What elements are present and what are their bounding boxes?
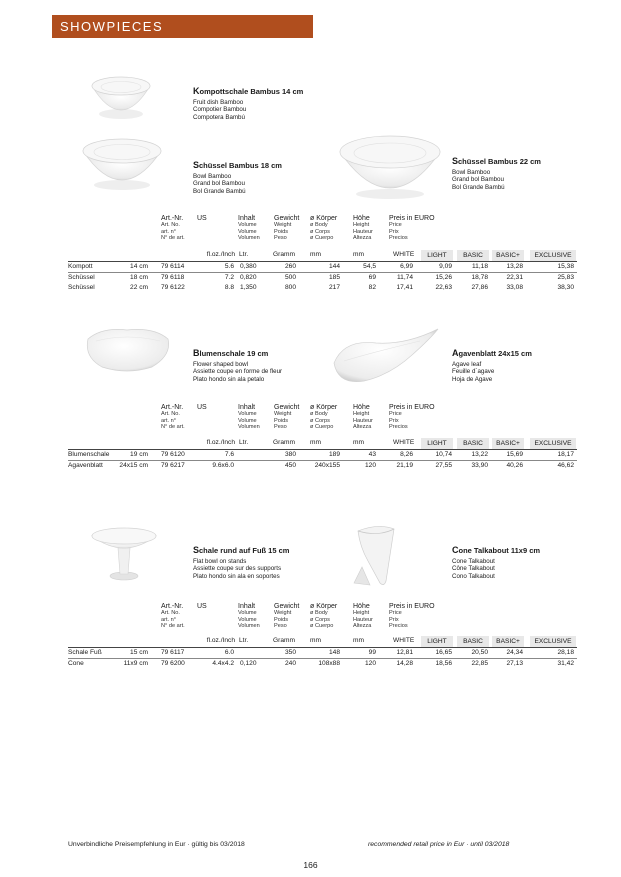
header-label: art. n° <box>161 228 176 235</box>
page-number: 166 <box>303 860 318 870</box>
cell-hoehe: 120 <box>364 660 376 667</box>
cell-koerper: 240x155 <box>314 462 340 469</box>
header-label: Volumen <box>238 622 260 629</box>
price-table <box>68 636 577 669</box>
cell-light: 10,74 <box>435 451 452 458</box>
cell-floz: 7.2 <box>224 274 234 281</box>
cell-gramm: 240 <box>284 660 296 667</box>
table-row <box>68 283 577 293</box>
cell-art: 79 6117 <box>161 649 185 656</box>
unit-mm1: mm <box>310 637 321 644</box>
unit-floz: fl.oz./Inch <box>206 251 235 258</box>
cell-koerper: 144 <box>328 263 340 270</box>
cell-size: 11x9 cm <box>123 660 148 667</box>
units-row <box>68 250 577 262</box>
header-col-inhalt <box>238 216 260 241</box>
unit-basic: BASIC <box>457 438 489 449</box>
unit-basicplus: BASIC+ <box>492 438 524 449</box>
cell-name: Agavenblatt <box>68 462 103 469</box>
cell-art: 79 6122 <box>161 284 185 291</box>
product-title: Schüssel Bambus 18 cm <box>193 160 282 170</box>
cell-light: 27,55 <box>435 462 452 469</box>
header-label: ø Corps <box>310 417 330 424</box>
header-col-us <box>197 216 207 222</box>
cell-floz: 7.6 <box>224 451 234 458</box>
header-label: Price <box>389 610 402 617</box>
header-label: Weight <box>274 222 292 229</box>
header-label: ø Body <box>310 222 328 229</box>
price-table <box>68 438 577 471</box>
cell-exclusive: 25,83 <box>557 274 574 281</box>
cell-gramm: 450 <box>284 462 296 469</box>
cell-basic: 33,90 <box>471 462 488 469</box>
cell-gramm: 350 <box>284 649 296 656</box>
cell-basic: 20,50 <box>471 649 488 656</box>
header-label: Peso <box>274 423 287 430</box>
cell-light: 18,56 <box>435 660 452 667</box>
table-row <box>68 262 577 273</box>
header-label: Peso <box>274 234 287 241</box>
header-label: Preis in EURO <box>389 404 435 411</box>
cell-gramm: 800 <box>284 284 296 291</box>
unit-basic: BASIC <box>457 636 489 647</box>
schuessel-18-photo <box>80 133 164 193</box>
unit-mm1: mm <box>310 251 321 258</box>
header-label: Preis in EURO <box>389 215 435 222</box>
unit-light: LIGHT <box>421 438 453 449</box>
header-col-artnr <box>161 216 185 241</box>
footer-note-en: recommended retail price in Eur · until 03/2018 <box>368 841 510 848</box>
header-label: Höhe <box>353 215 370 222</box>
header-label: ø Cuerpo <box>310 622 334 629</box>
header-label: Gewicht <box>274 404 300 411</box>
header-label: Art. No. <box>161 411 180 418</box>
cell-white: 17,41 <box>396 284 413 291</box>
cell-exclusive: 15,38 <box>557 263 574 270</box>
unit-white: WHITE <box>393 439 415 446</box>
cell-basic: 18,78 <box>471 274 488 281</box>
header-label: Altezza <box>353 423 372 430</box>
cell-gramm: 260 <box>284 263 296 270</box>
header-label: ø Corps <box>310 616 330 623</box>
cell-basic: 13,22 <box>471 451 488 458</box>
header-label: Gewicht <box>274 215 300 222</box>
cell-name: Schüssel <box>68 284 95 291</box>
cell-size: 24x15 cm <box>119 462 148 469</box>
header-label: N° de art. <box>161 423 185 430</box>
table-row <box>68 659 577 669</box>
unit-exclusive: EXCLUSIVE <box>530 438 576 449</box>
footer-note-de: Unverbindliche Preisempfehlung in Eur · gültig bis 03/2018 <box>68 841 245 848</box>
product-title: Kompottschale Bambus 14 cm <box>193 86 304 96</box>
cell-name: Kompott <box>68 263 93 270</box>
cell-hoehe: 120 <box>364 462 376 469</box>
cell-size: 22 cm <box>130 284 148 291</box>
product-title: Schale rund auf Fuß 15 cm <box>193 545 290 555</box>
header-label: Height <box>353 610 370 617</box>
unit-ltr: Ltr. <box>239 637 249 644</box>
cell-floz: 6.0 <box>224 649 234 656</box>
header-label: Inhalt <box>238 404 256 411</box>
header-label: Prix <box>389 228 399 235</box>
unit-basic: BASIC <box>457 250 489 261</box>
header-col-koerper <box>310 604 337 629</box>
product-description: Flat bowl on stands Assiette coupe sur des supports Plato hondo sin ala en soportes <box>193 558 282 580</box>
header-label: Altezza <box>353 622 372 629</box>
header-label: Volumen <box>238 423 260 430</box>
agavenblatt-photo <box>330 325 442 391</box>
header-label: Art. No. <box>161 610 180 617</box>
header-label: Price <box>389 411 402 418</box>
header-label: Inhalt <box>238 603 256 610</box>
cell-floz: 4.4x4.2 <box>212 660 234 667</box>
product-title: Schüssel Bambus 22 cm <box>452 156 541 166</box>
table-row <box>68 461 577 471</box>
cell-basic: 27,86 <box>471 284 488 291</box>
unit-gramm: Gramm <box>273 251 295 258</box>
units-row <box>68 438 577 450</box>
header-label: Weight <box>274 610 292 617</box>
cell-hoehe: 54,5 <box>363 263 376 270</box>
header-col-koerper <box>310 216 337 241</box>
cell-exclusive: 38,30 <box>557 284 574 291</box>
unit-exclusive: EXCLUSIVE <box>530 250 576 261</box>
header-label: Höhe <box>353 404 370 411</box>
header-col-preis <box>389 604 435 629</box>
header-label: Hauteur <box>353 417 373 424</box>
cell-gramm: 380 <box>284 451 296 458</box>
cell-gramm: 500 <box>284 274 296 281</box>
cell-name: Blumenschale <box>68 451 110 458</box>
header-label: Precios <box>389 622 408 629</box>
unit-ltr: Ltr. <box>239 439 249 446</box>
cell-white: 11,74 <box>396 274 413 281</box>
header-label: ø Cuerpo <box>310 423 334 430</box>
cell-ltr: 0,380 <box>240 263 257 270</box>
header-col-hoehe <box>353 405 373 430</box>
header-label: N° de art. <box>161 622 185 629</box>
cell-size: 15 cm <box>130 649 148 656</box>
cell-hoehe: 82 <box>368 284 376 291</box>
cell-light: 15,26 <box>435 274 452 281</box>
cell-floz: 9.6x6.0 <box>212 462 234 469</box>
cell-basicplus: 24,34 <box>506 649 523 656</box>
cell-white: 21,19 <box>396 462 413 469</box>
cell-ltr: 0,820 <box>240 274 257 281</box>
product-description: Bowl Bamboo Grand bol Bambou Bol Grande Bambú <box>193 173 246 195</box>
product-title: Blumenschale 19 cm <box>193 348 269 358</box>
header-label: Peso <box>274 622 287 629</box>
cell-exclusive: 18,17 <box>557 451 574 458</box>
cell-floz: 8.8 <box>224 284 234 291</box>
header-label: Poids <box>274 417 288 424</box>
cell-exclusive: 31,42 <box>557 660 574 667</box>
cell-white: 14,28 <box>396 660 413 667</box>
header-col-hoehe <box>353 604 373 629</box>
header-col-us <box>197 405 207 411</box>
table-row <box>68 450 577 461</box>
cell-basicplus: 27,13 <box>506 660 523 667</box>
header-label: Volumen <box>238 234 260 241</box>
header-label: ø Cuerpo <box>310 234 334 241</box>
header-label: Altezza <box>353 234 372 241</box>
header-col-preis <box>389 216 435 241</box>
cell-basicplus: 13,28 <box>506 263 523 270</box>
header-label: Poids <box>274 616 288 623</box>
header-label: US <box>197 404 207 411</box>
unit-light: LIGHT <box>421 250 453 261</box>
header-label: Precios <box>389 234 408 241</box>
cell-white: 6,99 <box>400 263 413 270</box>
header-label: art. n° <box>161 616 176 623</box>
cell-koerper: 108x88 <box>318 660 340 667</box>
header-label: Volume <box>238 222 257 229</box>
unit-gramm: Gramm <box>273 637 295 644</box>
header-label: ø Körper <box>310 404 338 411</box>
header-label: Volume <box>238 610 257 617</box>
header-label: ø Körper <box>310 215 338 222</box>
cell-hoehe: 99 <box>368 649 376 656</box>
unit-basicplus: BASIC+ <box>492 250 524 261</box>
price-table <box>68 250 577 293</box>
cell-basicplus: 22,31 <box>506 274 523 281</box>
cone-talkabout-photo <box>350 521 400 593</box>
header-label: Poids <box>274 228 288 235</box>
table-row <box>68 273 577 283</box>
unit-mm2: mm <box>353 439 364 446</box>
section-banner <box>52 15 313 38</box>
cell-basicplus: 33,08 <box>506 284 523 291</box>
schuessel-22-photo <box>337 130 443 202</box>
cell-hoehe: 69 <box>368 274 376 281</box>
header-col-gewicht <box>274 216 299 241</box>
unit-ltr: Ltr. <box>239 251 249 258</box>
header-label: Höhe <box>353 603 370 610</box>
product-description: Flower shaped bowl Assiette coupe en forme de fleur Plato hondo sin ala petalo <box>193 361 283 383</box>
header-label: ø Body <box>310 610 328 617</box>
cell-ltr: 0,120 <box>240 660 257 667</box>
cell-exclusive: 46,62 <box>557 462 574 469</box>
header-col-artnr <box>161 405 185 430</box>
unit-white: WHITE <box>393 251 415 258</box>
header-label: US <box>197 215 207 222</box>
cell-art: 79 6217 <box>161 462 185 469</box>
header-label: ø Körper <box>310 603 338 610</box>
unit-basicplus: BASIC+ <box>492 636 524 647</box>
header-col-koerper <box>310 405 337 430</box>
cell-art: 79 6114 <box>161 263 185 270</box>
header-label: ø Body <box>310 411 328 418</box>
blumenschale-photo <box>82 325 172 375</box>
header-label: Art.-Nr. <box>161 603 184 610</box>
product-description: Fruit dish Bamboo Compotier Bambou Compotera Bambú <box>193 99 247 121</box>
header-label: Hauteur <box>353 228 373 235</box>
cell-size: 14 cm <box>130 263 148 270</box>
header-label: Prix <box>389 417 399 424</box>
header-label: Hauteur <box>353 616 373 623</box>
header-label: Art.-Nr. <box>161 215 184 222</box>
header-label: Height <box>353 222 370 229</box>
product-title: Cone Talkabout 11x9 cm <box>452 545 541 555</box>
header-col-gewicht <box>274 604 299 629</box>
header-label: Inhalt <box>238 215 256 222</box>
unit-light: LIGHT <box>421 636 453 647</box>
kompottschale-photo <box>88 70 154 122</box>
header-label: Height <box>353 411 370 418</box>
header-label: Precios <box>389 423 408 430</box>
product-description: Bowl Bamboo Grand bol Bambou Bol Grande Bambú <box>452 169 505 191</box>
header-label: Gewicht <box>274 603 300 610</box>
banner-title: SHOWPIECES <box>60 19 164 34</box>
cell-size: 19 cm <box>130 451 148 458</box>
header-label: art. n° <box>161 417 176 424</box>
header-col-hoehe <box>353 216 373 241</box>
cell-size: 18 cm <box>130 274 148 281</box>
header-label: Volume <box>238 411 257 418</box>
unit-exclusive: EXCLUSIVE <box>530 636 576 647</box>
product-description: Agave leaf Feuille d´agave Hoja de Agave <box>452 361 495 383</box>
header-col-inhalt <box>238 405 260 430</box>
cell-white: 12,81 <box>396 649 413 656</box>
unit-mm2: mm <box>353 251 364 258</box>
cell-basicplus: 40,26 <box>506 462 523 469</box>
cell-koerper: 189 <box>328 451 340 458</box>
header-col-gewicht <box>274 405 299 430</box>
cell-basicplus: 15,69 <box>506 451 523 458</box>
cell-name: Cone <box>68 660 84 667</box>
cell-white: 8,26 <box>400 451 413 458</box>
header-label: Art. No. <box>161 222 180 229</box>
schale-fuss-photo <box>88 520 160 584</box>
cell-hoehe: 43 <box>368 451 376 458</box>
header-label: Volume <box>238 417 257 424</box>
header-col-us <box>197 604 207 610</box>
table-row <box>68 648 577 659</box>
cell-ltr: 1,350 <box>240 284 257 291</box>
cell-koerper: 185 <box>328 274 340 281</box>
cell-koerper: 217 <box>328 284 340 291</box>
unit-gramm: Gramm <box>273 439 295 446</box>
header-label: ø Corps <box>310 228 330 235</box>
cell-light: 16,65 <box>435 649 452 656</box>
cell-light: 9,09 <box>439 263 452 270</box>
product-title: Agavenblatt 24x15 cm <box>452 348 532 358</box>
header-col-artnr <box>161 604 185 629</box>
cell-basic: 22,85 <box>471 660 488 667</box>
header-label: Volume <box>238 616 257 623</box>
header-label: Art.-Nr. <box>161 404 184 411</box>
header-label: Weight <box>274 411 292 418</box>
cell-exclusive: 28,18 <box>557 649 574 656</box>
cell-name: Schale Fuß <box>68 649 102 656</box>
cell-art: 79 6120 <box>161 451 185 458</box>
cell-light: 22,63 <box>435 284 452 291</box>
unit-floz: fl.oz./Inch <box>206 637 235 644</box>
header-label: N° de art. <box>161 234 185 241</box>
header-label: US <box>197 603 207 610</box>
unit-mm1: mm <box>310 439 321 446</box>
cell-art: 79 6118 <box>161 274 185 281</box>
cell-name: Schüssel <box>68 274 95 281</box>
header-label: Price <box>389 222 402 229</box>
cell-art: 79 6200 <box>161 660 185 667</box>
unit-mm2: mm <box>353 637 364 644</box>
product-description: Cone Talkabout Cône Talkabout Cono Talkabout <box>452 558 495 580</box>
header-label: Preis in EURO <box>389 603 435 610</box>
cell-koerper: 148 <box>328 649 340 656</box>
unit-white: WHITE <box>393 637 415 644</box>
header-label: Volume <box>238 228 257 235</box>
header-label: Prix <box>389 616 399 623</box>
cell-floz: 5.6 <box>224 263 234 270</box>
header-col-inhalt <box>238 604 260 629</box>
header-col-preis <box>389 405 435 430</box>
unit-floz: fl.oz./Inch <box>206 439 235 446</box>
cell-basic: 11,18 <box>471 263 488 270</box>
units-row <box>68 636 577 648</box>
